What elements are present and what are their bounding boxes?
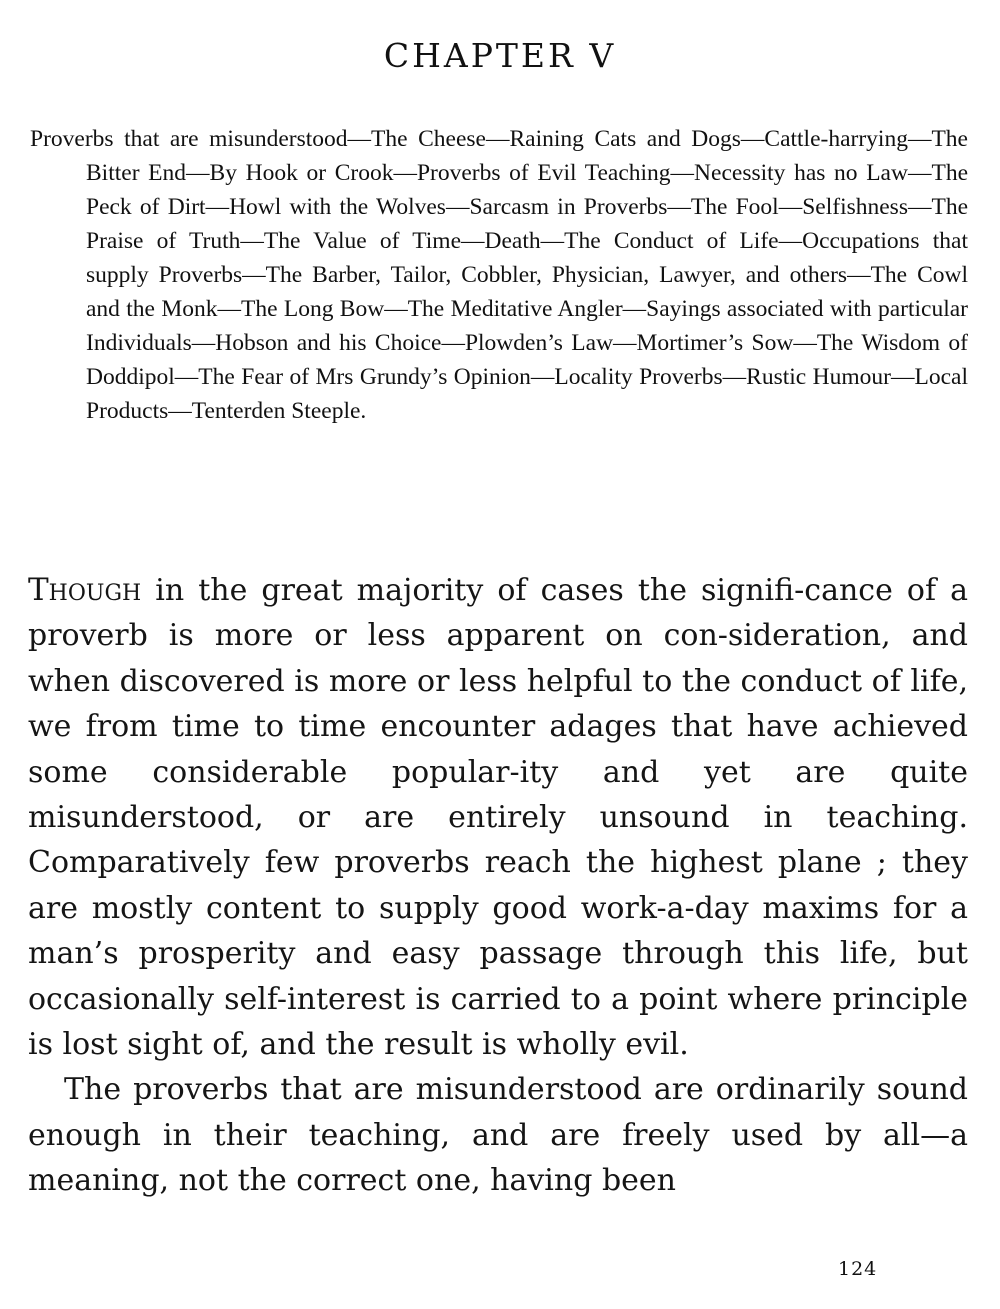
opening-word: Though: [28, 572, 142, 608]
chapter-summary: Proverbs that are misunderstood—The Cheese—Raining Cats and Dogs—Cattle-harrying—The Bitter End—By Hook or Crook—Proverbs of Evil Teaching—Necessity has no Law—The Peck of Dirt—Howl with the Wolves—Sarcasm in Proverbs—The Fool—Selfishness—The Praise of Truth—The Value of Time—Death—The Conduct of Life—Occupations that supply Proverbs—The Barber, Tailor, Cobbler, Physician, Lawyer, and others—The Cowl and the Monk—The Long Bow—The Meditative Angler—Sayings associated with particular Individuals—Hobson and his Choice—Plowden’s Law—Mortimer’s Sow—The Wisdom of Doddipol—The Fear of Mrs Grundy’s Opinion—Locality Proverbs—Rustic Humour—Local Products—Tenterden Steeple.: [30, 126, 968, 424]
chapter-heading: CHAPTER V: [383, 36, 617, 75]
paragraph-1-text: in the great majority of cases the signifi-cance of a proverb is more or less apparent on con-sideration, and when discovered is more or less helpful to the conduct of life, we from time to time encounter adages that have achieved some considerable popular-ity and yet are quite misunderstood, or are entirely unsound in teaching. Comparatively few proverbs reach the highest plane ; they are mostly content to supply good work-a-day maxims for a man’s prosperity and easy passage through this life, but occasionally self-interest is carried to a point where principle is lost sight of, and the result is wholly evil.: [28, 573, 968, 1063]
body-paragraph-2: The proverbs that are misunderstood are ordinarily sound enough in their teaching, and are freely used by all—a meaning, not the correct one, having been: [28, 1072, 968, 1199]
chapter-body: [28, 568, 968, 1204]
body-paragraph-1: [28, 568, 968, 1067]
page-number: 124: [838, 1258, 878, 1280]
